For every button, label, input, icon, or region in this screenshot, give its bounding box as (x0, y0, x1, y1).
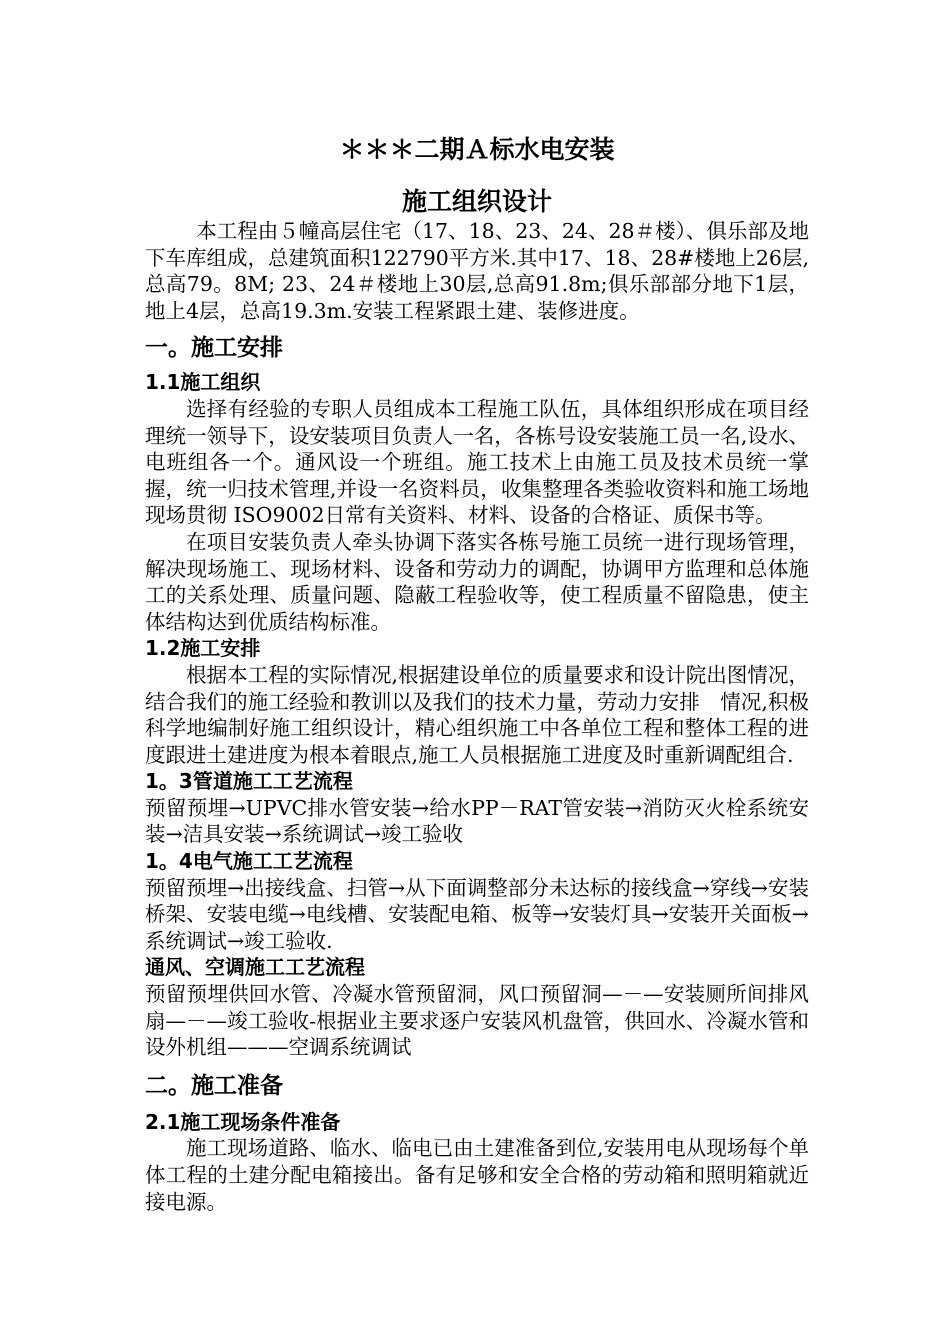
section-1-1-heading: 1.1施工组织 (145, 370, 261, 395)
document-subtitle: 施工组织设计 (401, 187, 552, 216)
section-2-1-heading: 2.1施工现场条件准备 (145, 1109, 341, 1134)
section-1-3-paragraph: 预留预埋→UPVC排水管安装→给水PP－RAT管安装→消防灭火栓系统安装→洁具安装→系统调试→竣工验收 (145, 795, 809, 847)
section-2-heading: 二。施工准备 (145, 1072, 283, 1099)
section-1-2-heading: 1.2施工安排 (145, 636, 261, 661)
section-1-heading: 一。施工安排 (145, 335, 283, 362)
section-1-4-paragraph: 预留预埋→出接线盒、扫管→从下面调整部分未达标的接线盒→穿线→安装桥架、安装电缆→电线槽、安装配电箱、板等→安装灯具→安装开关面板→系统调试→竣工验收. (145, 875, 809, 953)
section-1-2-paragraph: 根据本工程的实际情况,根据建设单位的质量要求和设计院出图情况，结合我们的施工经验和教训以及我们的技术力量，劳动力安排 情况,积极科学地编制好施工组织设计，精心组织施工中各单位工程和整体工程的进度跟进土建进度为根本着眼点,施工人员根据施工进度及时重新调配组合. (145, 662, 809, 767)
section-1-5-paragraph: 预留预埋供回水管、冷凝水管预留洞，风口预留洞—－—安装厕所间排风扇—－—竣工验收-根据业主要求逐户安装风机盘管，供回水、冷凝水管和设外机组———空调系统调试 (145, 982, 809, 1060)
section-1-3-heading: 1。3管道施工工艺流程 (145, 769, 353, 794)
section-1-1-paragraph-2: 在项目安装负责人牵头协调下落实各栋号施工员统一进行现场管理，解决现场施工、现场材料、设备和劳动力的调配，协调甲方监理和总体施工的关系处理、质量问题、隐蔽工程验收等，使工程质量不留隐患，使主体结构达到优质结构标准。 (145, 529, 809, 634)
document-page (145, 128, 809, 1215)
section-2-1-paragraph: 施工现场道路、临水、临电已由土建准备到位,安装用电从现场每个单体工程的土建分配电箱接出。备有足够和安全合格的劳动箱和照明箱就近接电源。 (145, 1136, 809, 1214)
section-1-5-heading: 通风、空调施工工艺流程 (145, 955, 365, 980)
document-title: ＊＊＊二期Ａ标水电安装 (339, 135, 615, 164)
intro-paragraph: 本工程由５幢高层住宅（17、18、23、24、28＃楼）、俱乐部及地下车库组成，总建筑面积122790平方米.其中17、18、28#楼地上26层,总高79。8M; 23、24＃楼地上30层,总高91.8m;俱乐部部分地下1层，地上4层，总高19.3m.安装工程紧跟土建、装修进度。 (145, 219, 809, 323)
section-1-4-heading: 1。4电气施工工艺流程 (145, 849, 353, 874)
section-1-1-paragraph-1: 选择有经验的专职人员组成本工程施工队伍，具体组织形成在项目经理统一领导下，设安装项目负责人一名，各栋号设安装施工员一名,设水、电班组各一个。通风设一个班组。施工技术上由施工员及技术员统一掌握，统一归技术管理,并设一名资料员，收集整理各类验收资料和施工场地现场贯彻 ISO9002日常有关资料、材料、设备的合格证、质保书等。 (145, 396, 809, 528)
